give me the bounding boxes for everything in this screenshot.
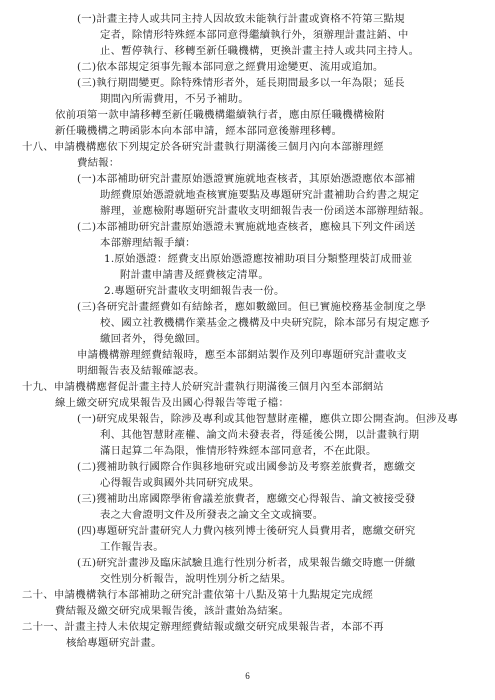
text-line: 依前項第一款申請移轉至新任職機構繼續執行者，應由原任職機構檢附 bbox=[55, 109, 385, 121]
text-line: 新任職機構之聘函影本向本部申請，經本部同意後辦理移轉。 bbox=[55, 125, 343, 137]
text-line: (一)研究成果報告，除涉及專利或其他智慧財產權，應供立即公開查詢。但涉及專 bbox=[77, 413, 459, 425]
text-line: 定者，除情形特殊經本部同意得繼續執行外，須辦理計畫註銷、中 bbox=[100, 29, 409, 41]
text-line: 明細報告表及結報確認表。 bbox=[77, 365, 205, 377]
text-line: 心得報告或與國外共同研究成果。 bbox=[100, 477, 260, 489]
text-line: 2.專題研究計畫收支明細報告表一份。 bbox=[104, 285, 285, 297]
text-line: (五)研究計畫涉及臨床試驗且進行性別分析者，成果報告繳交時應一併繳 bbox=[77, 557, 416, 569]
text-line: 十八、申請機構應依下列規定於各研究計畫執行期滿後三個月內向本部辦理經 bbox=[22, 141, 384, 153]
text-line: (二)本部補助研究計畫原始憑證未實施就地查核者，應檢具下列文件函送 bbox=[77, 221, 416, 233]
text-line: 費結報及繳交研究成果報告後，該計畫始為結案。 bbox=[55, 605, 290, 617]
text-line: 核給專題研究計畫。 bbox=[66, 637, 162, 649]
text-line: (三)各研究計畫經費如有結餘者，應如數繳回。但已實施校務基金制度之學 bbox=[77, 301, 427, 313]
text-line: (二)依本部規定須事先報本部同意之經費用途變更、流用或追加。 bbox=[77, 61, 384, 73]
text-line: 申請機構辦理經費結報時，應至本部網站製作及列印專題研究計畫收支 bbox=[77, 349, 407, 361]
page-number: 6 bbox=[245, 671, 250, 681]
text-line: (二)獲補助執行國際合作與移地研究或出國參訪及考察差旅費者，應繳交 bbox=[77, 461, 416, 473]
text-line: (三)執行期間變更。除特殊情形者外，延長期間最多以一年為限；延長 bbox=[77, 77, 405, 89]
text-line: (三)獲補助出席國際學術會議差旅費者，應繳交心得報告、論文被接受發 bbox=[77, 493, 416, 505]
text-line: 1.原始憑證：經費支出原始憑證應按補助項目分類整理裝訂成冊並 bbox=[104, 253, 413, 265]
text-line: (一)本部補助研究計畫原始憑證實施就地查核者，其原始憑證應依本部補 bbox=[77, 173, 416, 185]
text-line: 線上繳交研究成果報告及出國心得報告等電子檔： bbox=[55, 397, 290, 409]
text-line: 二十、申請機構執行本部補助之研究計畫依第十八點及第十九點規定完成經 bbox=[22, 589, 374, 601]
text-line: 繳回者外，得免繳回。 bbox=[100, 333, 207, 345]
text-line: 表之大會證明文件及所發表之論文全文或摘要。 bbox=[100, 509, 324, 521]
text-line: 二十一、計畫主持人未依規定辦理經費結報或繳交研究成果報告者，本部不再 bbox=[22, 621, 384, 633]
text-line: 交性別分析報告，說明性別分析之結果。 bbox=[100, 573, 292, 585]
text-line: 十九、申請機構應督促計畫主持人於研究計畫執行期滿後三個月內至本部網站 bbox=[22, 381, 384, 393]
text-line: 工作報告表。 bbox=[100, 541, 164, 553]
text-line: 校、國立社教機構作業基金之機構及中央研究院，除本部另有規定應予 bbox=[100, 317, 430, 329]
text-line: (一)計畫主持人或共同主持人因故致未能執行計畫或資格不符第三點規 bbox=[77, 13, 405, 25]
text-line: 期間內所需費用，不另予補助。 bbox=[100, 93, 249, 105]
text-line: 滿日起算二年為限，惟情形特殊經本部同意者，不在此限。 bbox=[100, 445, 377, 457]
text-line: 辦理，並應檢附專題研究計畫收支明細報告表一份函送本部辦理結報。 bbox=[100, 205, 430, 217]
text-line: 止、暫停執行、移轉至新任職機構，更換計畫主持人或共同主持人。 bbox=[100, 45, 420, 57]
text-line: 本部辦理結報手續： bbox=[100, 237, 196, 249]
text-line: (四)專題研究計畫研究人力費內核列博士後研究人員費用者，應繳交研究 bbox=[77, 525, 416, 537]
text-line: 附計畫申請書及經費核定清單。 bbox=[120, 269, 269, 281]
text-line: 助經費原始憑證就地查核實施要點及專題研究計畫補助合約書之規定 bbox=[100, 189, 420, 201]
text-line: 利、其他智慧財產權、論文尚未發表者，得延後公開，以計畫執行期 bbox=[100, 429, 420, 441]
text-line: 費結報： bbox=[77, 157, 120, 169]
